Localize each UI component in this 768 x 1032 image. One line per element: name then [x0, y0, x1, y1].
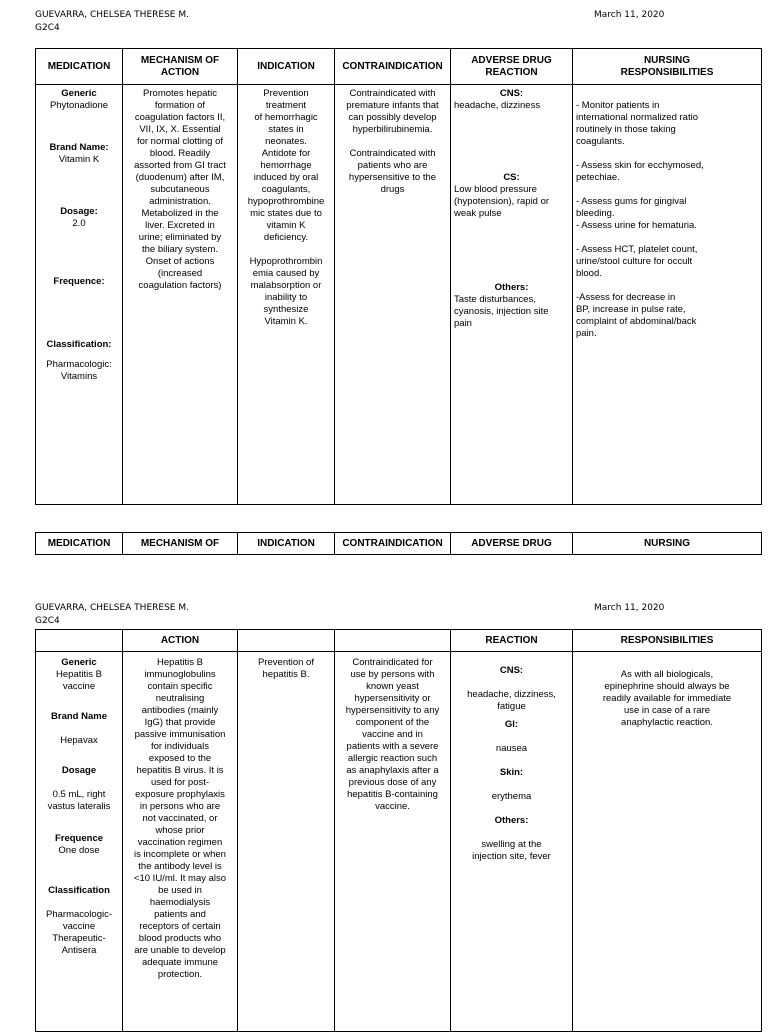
nursing-item — [576, 100, 758, 148]
mechanism-line-2: hepatitis B virus. It is — [136, 765, 224, 776]
header-adverse-reaction: ADVERSE DRUG REACTION — [451, 49, 573, 85]
mechanism-line: liver. Excreted in — [145, 220, 215, 231]
indication-line: malabsorption or — [250, 280, 322, 291]
mechanism-line-2: are unable to develop — [134, 945, 226, 956]
mechanism-line-2: neutralising — [155, 693, 205, 704]
others-label: Others: — [494, 282, 529, 293]
brand-value-2: Hepavax — [60, 735, 98, 746]
mechanism-line: coagulation factors II, — [134, 112, 226, 123]
indication-line: coagulants, — [261, 184, 311, 195]
nursing-line: urine/stool culture for occult — [576, 256, 693, 267]
frequence-label-2: Frequence — [54, 833, 104, 844]
nursing-line-2: use in case of a rare — [623, 705, 711, 716]
mechanism-line-2: protection. — [157, 969, 203, 980]
contraindication-cell — [335, 85, 451, 505]
indication-line: vitamin K — [266, 220, 306, 231]
others-value-line: Taste disturbances, — [454, 294, 536, 305]
nursing-line: - Assess urine for hematuria. — [576, 220, 697, 231]
contraindication-line-2: hypersensitivity or — [354, 693, 431, 704]
mechanism-cell — [123, 85, 238, 505]
mechanism-line: formation of — [154, 100, 206, 111]
header-medication: MEDICATION — [36, 49, 123, 85]
mechanism-line-2: blood products who — [138, 933, 222, 944]
mechanism-line-2: <10 IU/ml. It may also — [133, 873, 227, 884]
contraindication-line-2: use by persons with — [350, 669, 435, 680]
mechanism-line: coagulation factors) — [138, 280, 222, 291]
mechanism-line-2: immunoglobulins — [144, 669, 216, 680]
indication-line: hypoprothrombine — [247, 196, 325, 207]
strip-header-nursing: NURSING — [573, 533, 762, 555]
mechanism-line: for normal clotting of — [136, 136, 224, 147]
classification-value-2c: Therapeutic- — [52, 933, 106, 944]
mechanism-line: administration. — [149, 196, 211, 207]
header2-mechanism: ACTION — [123, 630, 238, 652]
contraindication-line-2: hepatitis B-containing — [347, 789, 438, 800]
strip-header-indication: INDICATION — [238, 533, 335, 555]
document-date: March 11, 2020 — [594, 10, 665, 20]
indication-line: Hypoprothrombin — [249, 256, 323, 267]
nursing-item — [576, 196, 758, 220]
mechanism-line: the biliary system. — [141, 244, 219, 255]
indication-line: Prevention — [263, 88, 309, 99]
nursing-item — [576, 244, 758, 280]
classification-label: Classification: — [46, 339, 112, 350]
mechanism-line-2: used for post- — [150, 777, 210, 788]
cs-label: CS: — [503, 172, 520, 183]
nursing-line: bleeding. — [576, 208, 615, 219]
contraindication-line-2: patients with a severe — [346, 741, 439, 752]
contraindication-line-2: vaccine and in — [362, 729, 423, 740]
cs-value-line: (hypotension), rapid or — [454, 196, 550, 207]
classification-value-2: Vitamins — [60, 371, 98, 382]
document-date-2: March 11, 2020 — [594, 603, 665, 613]
mechanism-line: (duodenum) after IM, — [135, 172, 225, 183]
others-value-2b: injection site, fever — [472, 851, 551, 862]
mechanism-line-2: not vaccinated, or — [142, 813, 218, 824]
header2-adverse: REACTION — [451, 630, 573, 652]
nursing-line: pain. — [576, 328, 597, 339]
drug-study-table-1 — [35, 48, 762, 505]
mechanism-line-2: antibodies (mainly — [141, 705, 219, 716]
indication-line: deficiency. — [263, 232, 309, 243]
contraindication-line: hypersensitive to the — [348, 172, 437, 183]
indication-cell-2 — [238, 652, 335, 1032]
mechanism-line-2: passive immunisation — [134, 729, 226, 740]
mechanism-line-2: exposure prophylaxis — [135, 789, 225, 800]
frequence-value-2: One dose — [58, 845, 100, 856]
brand-label: Brand Name: — [49, 142, 109, 153]
nursing-line: -Assess for decrease in — [576, 292, 676, 303]
generic-value-2b: vaccine — [62, 681, 96, 692]
contraindication-line: hyperbilirubinemia. — [352, 124, 433, 135]
adverse-reaction-cell — [451, 85, 573, 505]
mechanism-line-2: vaccination regimen — [137, 837, 223, 848]
indication-line-2: Prevention of — [258, 657, 314, 668]
mechanism-line-2: the antibody level is — [138, 861, 222, 872]
contraindication-line-2: known yeast — [366, 681, 419, 692]
nursing-line: routinely in those taking — [576, 124, 676, 135]
mechanism-line-2: patients and — [154, 909, 206, 920]
brand-value: Vitamin K — [58, 154, 100, 165]
mechanism-line-2: is incomplete or when — [134, 849, 226, 860]
mechanism-line: Metabolized in the — [141, 208, 219, 219]
skin-label-2: Skin: — [499, 767, 524, 778]
mechanism-line: Promotes hepatic — [143, 88, 217, 99]
classification-value-2a: Pharmacologic- — [46, 909, 112, 920]
nursing-item — [576, 160, 758, 184]
nursing-item — [576, 292, 758, 340]
cns-label: CNS: — [499, 88, 524, 99]
nursing-cell — [573, 85, 762, 505]
indication-line: inability to — [264, 292, 308, 303]
others-value-line: cyanosis, injection site — [454, 306, 549, 317]
contraindication-line-2: hypersensitivity to any — [345, 705, 440, 716]
mechanism-line-2: IgG) that provide — [144, 717, 216, 728]
mechanism-line-2: be used in — [158, 885, 202, 896]
indication-cell — [238, 85, 335, 505]
header-contraindication: CONTRAINDICATION — [335, 49, 451, 85]
student-section: G2C4 — [35, 23, 60, 33]
mechanism-line-2: haemodialysis — [149, 897, 211, 908]
classification-value-2d: Antisera — [61, 945, 97, 956]
mechanism-line: subcutaneous — [150, 184, 210, 195]
indication-line: of hemorrhagic — [254, 112, 318, 123]
contraindication-line-2: component of the — [355, 717, 430, 728]
brand-label-2: Brand Name — [51, 711, 107, 722]
generic-value-2: Hepatitis B — [56, 669, 102, 680]
mechanism-line-2: receptors of certain — [139, 921, 221, 932]
cns-value: headache, dizziness — [454, 100, 541, 111]
cs-value-line: weak pulse — [454, 208, 502, 219]
header2-nursing: RESPONSIBILITIES — [573, 630, 762, 652]
indication-line: hemorrhage — [260, 160, 312, 171]
others-value-line: pain — [454, 318, 472, 329]
student-name: GUEVARRA, CHELSEA THERESE M. — [35, 10, 189, 20]
nursing-line: - Assess HCT, platelet count, — [576, 244, 698, 255]
mechanism-line-2: for individuals — [150, 741, 210, 752]
mechanism-cell-2 — [123, 652, 238, 1032]
contraindication-line-2: previous dose of any — [348, 777, 437, 788]
nursing-line: blood. — [576, 268, 602, 279]
mechanism-line: assorted from GI tract — [134, 160, 226, 171]
contraindication-line-2: vaccine. — [375, 801, 410, 812]
nursing-item — [576, 220, 758, 232]
dosage-label: Dosage: — [60, 206, 98, 217]
indication-line: treatment — [265, 100, 307, 111]
dosage-value-2: 0.5 mL, right — [52, 789, 106, 800]
dosage-value: 2.0 — [72, 218, 86, 229]
nursing-line: - Assess skin for ecchymosed, — [576, 160, 704, 171]
others-value-2: swelling at the — [481, 839, 542, 850]
classification-label-2: Classification — [48, 885, 110, 896]
generic-label: Generic — [61, 88, 97, 99]
contraindication-line: can possibly develop — [348, 112, 437, 123]
generic-value: Phytonadione — [49, 100, 109, 111]
mechanism-line-2: adequate immune — [141, 957, 219, 968]
mechanism-line: VII, IX, X. Essential — [139, 124, 221, 135]
strip-header-medication: MEDICATION — [36, 533, 123, 555]
nursing-line-2: epinephrine should always be — [604, 681, 730, 692]
mechanism-line-2: in persons who are — [139, 801, 221, 812]
mechanism-line-2: contain specific — [147, 681, 213, 692]
header-indication: INDICATION — [238, 49, 335, 85]
nursing-line: international normalized ratio — [576, 112, 698, 123]
frequence-label: Frequence: — [53, 276, 105, 287]
dosage-label-2: Dosage — [61, 765, 97, 776]
drug-study-header-strip — [35, 532, 762, 555]
cs-value-line: Low blood pressure — [454, 184, 537, 195]
contraindication-line-2: allergic reaction such — [347, 753, 438, 764]
nursing-line-2: anaphylactic reaction. — [621, 717, 713, 728]
cns-value-2b: fatigue — [497, 701, 526, 712]
cns-label-2: CNS: — [499, 665, 524, 676]
mechanism-line: blood. Readily — [149, 148, 211, 159]
contraindication-cell-2 — [335, 652, 451, 1032]
indication-line-2: hepatitis B. — [262, 669, 310, 680]
drug-study-table-2 — [35, 629, 762, 1032]
generic-label-2: Generic — [61, 657, 97, 668]
student-name-2: GUEVARRA, CHELSEA THERESE M. — [35, 603, 189, 613]
mechanism-line: Onset of actions — [145, 256, 215, 267]
nursing-line: coagulants. — [576, 136, 625, 147]
indication-line: emia caused by — [252, 268, 320, 279]
medication-cell — [36, 85, 123, 505]
mechanism-line-2: whose prior — [155, 825, 205, 836]
strip-header-adverse: ADVERSE DRUG — [451, 533, 573, 555]
indication-line: Antidote for — [261, 148, 311, 159]
gi-label-2: GI: — [504, 719, 519, 730]
cns-value-2: headache, dizziness, — [467, 689, 556, 700]
contraindication-line: drugs — [380, 184, 405, 195]
nursing-line: complaint of abdominal/back — [576, 316, 697, 327]
contraindication-line: patients who are — [357, 160, 428, 171]
gi-value-2: nausea — [495, 743, 528, 754]
indication-line: neonates. — [265, 136, 307, 147]
medication-cell-2 — [36, 652, 123, 1032]
nursing-line: - Assess gums for gingival — [576, 196, 687, 207]
student-section-2: G2C4 — [35, 616, 60, 626]
contraindication-line-2: Contraindicated for — [352, 657, 433, 668]
adverse-reaction-cell-2 — [451, 652, 573, 1032]
nursing-line: - Monitor patients in — [576, 100, 660, 111]
classification-value: Pharmacologic: — [46, 359, 112, 370]
indication-line: Vitamin K. — [264, 316, 308, 327]
nursing-line: BP, increase in pulse rate, — [576, 304, 686, 315]
header-mechanism: MECHANISM OF ACTION — [123, 49, 238, 85]
indication-line: synthesize — [263, 304, 309, 315]
nursing-cell-2 — [573, 652, 762, 1032]
header-nursing: NURSING RESPONSIBILITIES — [573, 49, 762, 85]
contraindication-line: Contraindicated with — [349, 148, 436, 159]
nursing-line: petechiae. — [576, 172, 620, 183]
indication-line: mic states due to — [250, 208, 322, 219]
strip-header-contraindication: CONTRAINDICATION — [335, 533, 451, 555]
skin-value-2: erythema — [491, 791, 532, 802]
others-label-2: Others: — [494, 815, 529, 826]
mechanism-line: urine; eliminated by — [138, 232, 222, 243]
contraindication-line-2: as anaphylaxis after a — [346, 765, 439, 776]
nursing-line-2: As with all biologicals, — [620, 669, 714, 680]
strip-header-mechanism: MECHANISM OF — [123, 533, 238, 555]
classification-value-2b: vaccine — [62, 921, 96, 932]
indication-line: induced by oral — [253, 172, 319, 183]
indication-line: states in — [268, 124, 304, 135]
mechanism-line-2: Hepatitis B — [157, 657, 203, 668]
nursing-line-2: readily available for immediate — [602, 693, 732, 704]
mechanism-line: (increased — [157, 268, 203, 279]
dosage-value-2b: vastus lateralis — [47, 801, 111, 812]
mechanism-line-2: exposed to the — [148, 753, 212, 764]
contraindication-line: premature infants that — [346, 100, 439, 111]
contraindication-line: Contraindicated with — [349, 88, 436, 99]
